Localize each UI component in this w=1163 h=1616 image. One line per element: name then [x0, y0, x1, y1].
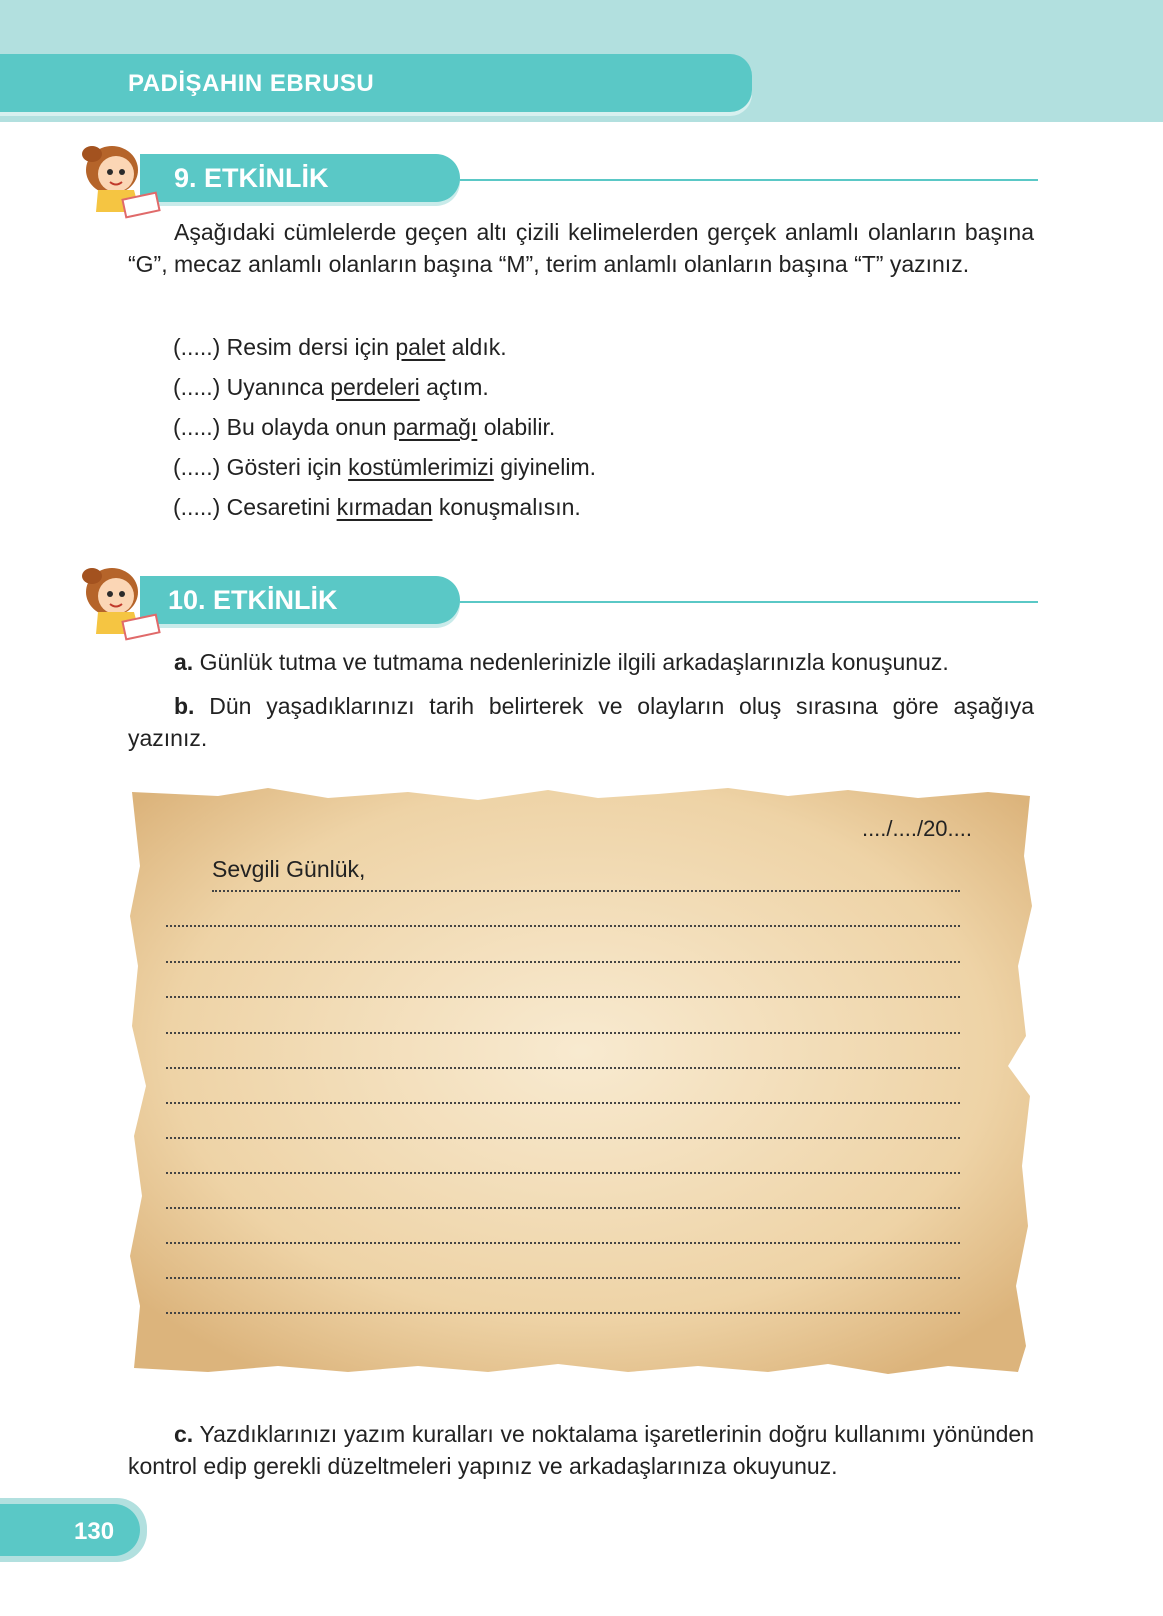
activity-9-header — [78, 148, 1038, 218]
sentence-before: Uyanınca — [226, 374, 324, 400]
underlined-word: kırmadan — [336, 494, 433, 520]
item-label-a: a. — [174, 649, 194, 675]
sentence-before: Resim dersi için — [226, 334, 389, 360]
page-number-tab-inner — [0, 1504, 140, 1556]
writing-line[interactable] — [166, 1064, 960, 1069]
writing-line[interactable] — [166, 1099, 960, 1104]
underlined-word: perdeleri — [330, 374, 420, 400]
sentence-after: açtım. — [426, 374, 489, 400]
underlined-word: parmağı — [392, 414, 478, 440]
activity-9-instructions: Aşağıdaki cümlelerde geçen altı çizili kelimelerden gerçek anlamlı olanların başına “G”, mecaz anlamlı olanların başına “M”, terim anlamlı olanların başına “T” yazınız. — [128, 219, 1034, 277]
activity-10-a — [128, 646, 1034, 678]
sentence-after: konuşmalısın. — [438, 494, 581, 520]
writing-line[interactable] — [166, 1169, 960, 1174]
writing-line[interactable] — [166, 922, 960, 927]
list-item — [173, 411, 555, 443]
diary-salutation: Sevgili Günlük, — [212, 856, 366, 882]
girl-mascot-icon — [78, 140, 170, 222]
list-item — [173, 451, 596, 483]
item-label-c: c. — [174, 1421, 194, 1447]
writing-line[interactable] — [166, 1309, 960, 1314]
item-text-a: Günlük tutma ve tutmama nedenlerinizle ilgili arkadaşlarınızla konuşunuz. — [199, 649, 949, 675]
sentence-before: Bu olayda onun — [226, 414, 387, 440]
writing-line[interactable] — [166, 1204, 960, 1209]
writing-line[interactable] — [166, 958, 960, 963]
page-number-tab — [0, 1498, 147, 1562]
divider-line — [378, 601, 1038, 603]
divider-line — [378, 179, 1038, 181]
list-item — [173, 331, 507, 363]
answer-blank: (.....) — [173, 454, 221, 480]
writing-line[interactable] — [212, 887, 960, 892]
activity-10-title: 10. ETKİNLİK — [168, 585, 338, 615]
writing-line[interactable] — [166, 1029, 960, 1034]
answer-blank: (.....) — [173, 494, 221, 520]
writing-line[interactable] — [166, 1239, 960, 1244]
activity-9-title: 9. ETKİNLİK — [174, 163, 329, 193]
sentence-after: aldık. — [451, 334, 507, 360]
writing-line[interactable] — [166, 993, 960, 998]
diary-paper — [128, 786, 1034, 1374]
activity-10-header — [78, 570, 1038, 640]
list-item — [173, 491, 581, 523]
answer-blank: (.....) — [173, 374, 221, 400]
activity-10-c — [128, 1418, 1034, 1482]
writing-line[interactable] — [166, 1274, 960, 1279]
item-text-c: Yazdıklarınızı yazım kuralları ve noktalama işaretlerinin doğru kullanımı yönünden kontrol edip gerekli düzeltmeleri yapınız ve arkadaşlarınıza okuyunuz. — [128, 1421, 1034, 1479]
item-label-b: b. — [174, 693, 195, 719]
page-number: 130 — [74, 1518, 115, 1545]
underlined-word: palet — [395, 334, 446, 360]
underlined-word: kostümlerimizi — [348, 454, 494, 480]
sentence-after: olabilir. — [483, 414, 556, 440]
activity-10-b — [128, 690, 1034, 754]
sentence-before: Cesaretini — [226, 494, 331, 520]
answer-blank: (.....) — [173, 414, 221, 440]
item-text-b: Dün yaşadıklarınızı tarih belirterek ve olayların oluş sırasına göre aşağıya yazınız. — [128, 693, 1035, 751]
list-item — [173, 371, 489, 403]
sentence-before: Gösteri için — [226, 454, 342, 480]
girl-mascot-icon — [78, 562, 170, 644]
answer-blank: (.....) — [173, 334, 221, 360]
chapter-title: PADİŞAHIN EBRUSU — [128, 70, 375, 97]
diary-date: ..../..../20.... — [861, 816, 972, 841]
writing-line[interactable] — [166, 1134, 960, 1139]
header-tab — [0, 54, 752, 112]
sentence-after: giyinelim. — [500, 454, 597, 480]
